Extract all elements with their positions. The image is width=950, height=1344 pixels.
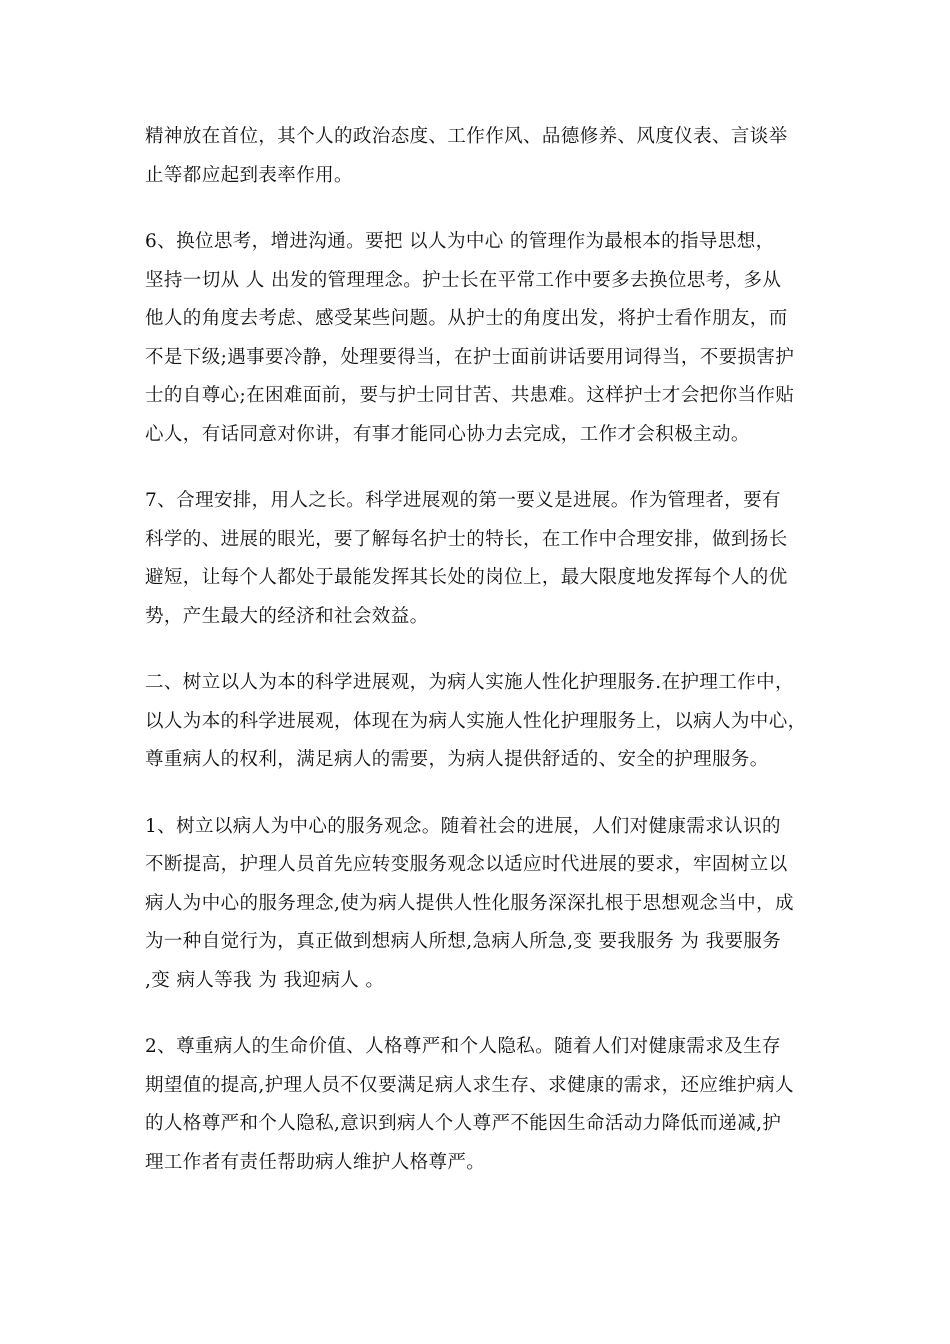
- text-line: 以人为本的科学进展观，体现在为病人实施人性化护理服务上，以病人为中心，: [145, 710, 807, 732]
- text-line: 精神放在首位，其个人的政治态度、工作作风、品德修养、风度仪表、言谈举: [145, 126, 788, 147]
- paragraph-section-2: [145, 664, 810, 780]
- text-line: 坚持一切从 人 出发的管理理念。护士长在平常工作中要多去换位思考，多从: [145, 269, 782, 291]
- text-line: 7、合理安排，用人之长。科学进展观的第一要义是进展。作为管理者，要有: [145, 490, 781, 511]
- text-line: 势，产生最大的经济和社会效益。: [145, 605, 429, 627]
- text-line: 尊重病人的权利，满足病人的需要，为病人提供舒适的、安全的护理服务。: [145, 749, 769, 770]
- text-line: 避短，让每个人都处于最能发挥其长处的岗位上，最大限度地发挥每个人的优: [145, 567, 788, 588]
- text-line: 不断提高，护理人员首先应转变服务观念以适应时代进展的要求，牢固树立以: [145, 854, 788, 875]
- text-line: 2、尊重病人的生命价值、人格尊严和个人隐私。随着人们对健康需求及生存: [145, 1036, 781, 1057]
- text-line: 止等都应起到表率作用。: [145, 164, 353, 186]
- text-line: 1、树立以病人为中心的服务观念。随着社会的进展，人们对健康需求认识的: [145, 815, 781, 837]
- paragraph-leadership-example: [145, 118, 810, 195]
- paragraph-section-2-item-1: [145, 808, 810, 1001]
- paragraph-section-2-item-2: [145, 1028, 810, 1182]
- text-line: 病人为中心的服务理念,使为病人提供人性化服务深深扎根于思想观念当中，成: [145, 892, 794, 914]
- text-line: 期望值的提高,护理人员不仅要满足病人求生存、求健康的需求，还应维护病人: [145, 1074, 794, 1096]
- text-line: 他人的角度去考虑、感受某些问题。从护士的角度出发，将护士看作朋友，而: [145, 308, 788, 329]
- text-line: 二、树立以人为本的科学进展观，为病人实施人性化护理服务.在护理工作中，: [145, 672, 794, 693]
- text-line: 6、换位思考，增进沟通。要把 以人为中心 的管理作为最根本的指导思想，: [145, 231, 775, 252]
- paragraph-item-7: [145, 482, 810, 636]
- text-line: 科学的、进展的眼光，要了解每名护士的特长，在工作中合理安排，做到扬长: [145, 528, 788, 550]
- text-line: 心人，有话同意对你讲，有事才能同心协力去完成，工作才会积极主动。: [145, 423, 750, 445]
- text-line: 理工作者有责任帮助病人维护人格尊严。: [145, 1151, 486, 1173]
- text-line: 为一种自觉行为，真正做到想病人所想,急病人所急,变 要我服务 为 我要服务: [145, 931, 782, 952]
- paragraph-item-6: [145, 223, 810, 454]
- text-line: ,变 病人等我 为 我迎病人 。: [145, 969, 385, 991]
- text-line: 的人格尊严和个人隐私,意识到病人个人尊严不能因生命活动力降低而递减,护: [145, 1113, 782, 1134]
- text-line: 士的自尊心;在困难面前，要与护士同甘苦、共患难。这样护士才会把你当作贴: [145, 385, 795, 406]
- text-line: 不是下级;遇事要冷静，处理要得当，在护士面前讲话要用词得当，不要损害护: [145, 346, 795, 368]
- document-page: [145, 118, 810, 1210]
